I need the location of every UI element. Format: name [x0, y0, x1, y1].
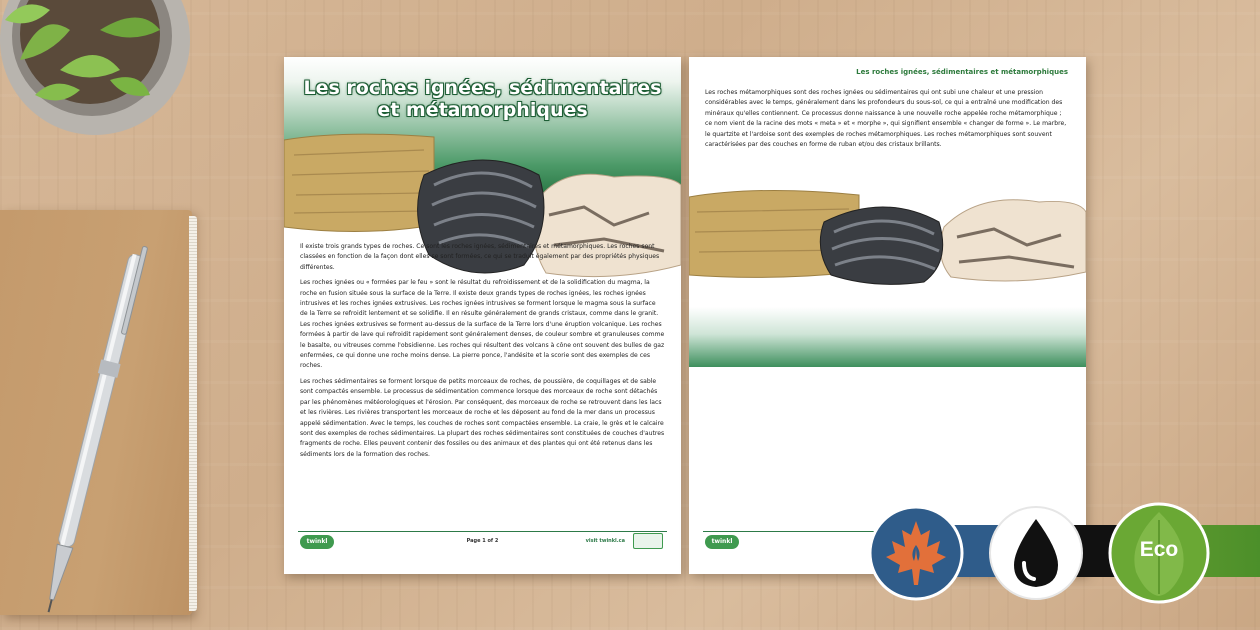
ink-drop-icon: [988, 505, 1084, 601]
page-number: Page 1 of 2: [466, 538, 499, 544]
body-text: [705, 88, 1070, 155]
rock-samples-image: [689, 177, 1086, 287]
paragraph-sedimentary: Les roches sédimentaires se forment lorsque de petits morceaux de roches, de poussière, de coquillages et de sable sont compactés ensemble. Le processus de sédimentation commence lorsque des morceaux de roche sont détachés par les phénomènes météorologiques et l'érosion. Par conséquent, des morceaux de roche se retrouvent dans les lacs et les rivières. Les rivières transportent les morceaux de roche et les déposent au fond de la mer dans un processus appelé sédimentation. Avec le temps, les couches de roches sont compactées ensemble. La craie, le grès et le calcaire sont des exemples de roches sédimentaires. La plupart des roches sédimentaires sont constituées de couches d'autres fragments de roche. Elles peuvent contenir des fossiles ou des animaux et des plantes qui ont été retenus dans les sédiments lors de la formation des roches.: [300, 377, 665, 458]
potted-plant: [0, 0, 200, 140]
page-header: Les roches ignées, sédimentaires et métamorphiques: [856, 68, 1068, 76]
eco-label: Eco: [1139, 538, 1179, 561]
site-url: visit twinkl.ca: [585, 538, 625, 544]
paragraph-igneous: Les roches ignées ou « formées par le feu » sont le résultat du refroidissement et de la solidification du magma, la roche en fusion située sous la surface de la Terre. Il existe deux grands types de roches ignées, les roches ignées intrusives et les roches ignées extrusives. Les roches ignées intrusives se forment lorsque le magma sous la surface de la Terre se refroidit lentement et se solidifie. Il en résulte généralement de grands cristaux, comme dans le granit. Les roches ignées extrusives se forment au-dessus de la surface de la Terre lors d'une éruption volcanique. Les roches formées à partir de lave qui refroidit rapidement sont généralement denses, de couleur sombre et granuleuses comme le basalte, ou vitreuses comme l'obsidienne. Les roches qui résultent des volcans à cône ont souvent des bulles de gaz enfermées, ce qui donne une roche moins dense. La pierre ponce, l'andésite et la scorie sont des exemples de ces roches.: [300, 279, 665, 370]
paragraph-intro: Il existe trois grands types de roches. Ce sont les roches ignées, sédimentaires et métamorphiques. Les roches sont classées en fonction de la façon dont elles se sont formées, ce qui se traduit également par des propriétés physiques différentes.: [300, 243, 660, 271]
twinkl-logo: twinkl: [705, 535, 739, 549]
footer-divider: [298, 531, 667, 532]
pen: [40, 240, 150, 620]
worksheet-page-1: [284, 57, 681, 574]
green-band: [689, 307, 1086, 367]
title-line-2: et métamorphiques: [377, 99, 588, 121]
canada-maple-leaf-icon: [868, 505, 964, 601]
paragraph-metamorphic: Les roches métamorphiques sont des roches ignées ou sédimentaires qui ont subi une chaleur et une pression considérables avec le temps, généralement dans les profondeurs du sous-sol, ce qui a entraîné une modification des minéraux qu'elles contiennent. Ce processus donne naissance à une nouvelle roche appelée roche métamorphique ; ce nom vient de la racine des mots « meta » et « morphe », qui signifient ensemble « changer de forme ». Le marbre, le quartzite et l'ardoise sont des exemples de roches métamorphiques. Les roches métamorphiques sont souvent caractérisées par des couches en forme de ruban et/ou des cristaux brillants.: [705, 89, 1067, 149]
footer-badge-icon: [633, 533, 663, 549]
body-text: [300, 242, 665, 465]
twinkl-logo: twinkl: [300, 535, 334, 549]
worksheet-page-2: [689, 57, 1086, 574]
notebook-pages: [189, 216, 197, 611]
title-line-1: Les roches ignées, sédimentaires: [303, 77, 662, 99]
